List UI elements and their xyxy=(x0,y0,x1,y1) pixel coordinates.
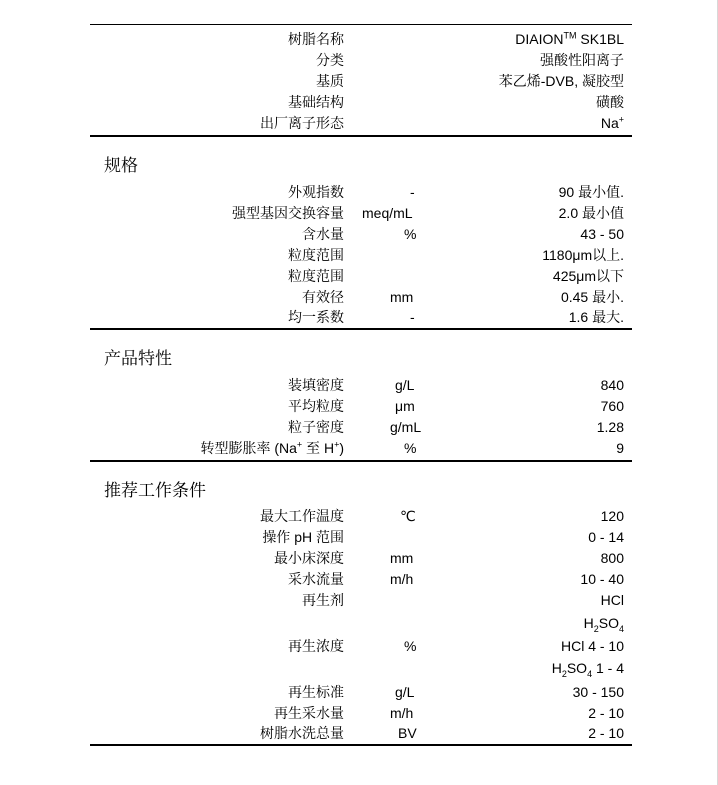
section-title-properties: 产品特性 xyxy=(104,349,172,369)
property-unit: μm xyxy=(395,398,415,414)
condition-value: 120 xyxy=(600,508,624,524)
spec-unit: mm xyxy=(390,289,414,305)
spec-value: 43 - 50 xyxy=(580,226,624,242)
property-row-swelling xyxy=(90,438,632,459)
section-title-conditions: 推荐工作条件 xyxy=(104,481,206,501)
property-row xyxy=(90,396,632,417)
condition-label: 最大工作温度 xyxy=(260,508,344,524)
property-unit: g/L xyxy=(395,377,415,393)
property-label: 装填密度 xyxy=(288,377,344,393)
condition-row xyxy=(90,506,632,527)
spec-row xyxy=(90,287,632,308)
spec-unit: - xyxy=(410,184,415,200)
condition-value: HCl 4 - 10 xyxy=(560,638,624,654)
condition-value: HCl xyxy=(600,592,624,608)
property-value: 840 xyxy=(600,377,624,393)
header-row-matrix xyxy=(90,71,632,92)
condition-value: 30 - 150 xyxy=(572,684,624,700)
header-row-category xyxy=(90,50,632,71)
condition-value: 2 - 10 xyxy=(588,705,624,721)
spec-unit: - xyxy=(410,309,415,325)
bottom-rule xyxy=(90,744,632,746)
property-value: 1.28 xyxy=(596,419,624,435)
condition-label: 再生剂 xyxy=(302,592,344,608)
spec-row xyxy=(90,266,632,287)
condition-row xyxy=(90,703,632,724)
condition-value: 0 - 14 xyxy=(588,529,624,545)
spec-value: 90 最小值. xyxy=(558,184,624,200)
header-value: DIAION™ SK1BL xyxy=(515,30,624,47)
condition-row-regen-concentration-2 xyxy=(90,658,632,679)
resin-datasheet xyxy=(90,0,632,785)
condition-label: 再生采水量 xyxy=(274,705,344,721)
header-label: 基础结构 xyxy=(288,94,344,110)
spec-value: 0.45 最小. xyxy=(560,289,624,305)
header-row-functional-group xyxy=(90,92,632,113)
spec-value: 2.0 最小值 xyxy=(558,205,624,221)
spec-value: 1.6 最大. xyxy=(568,309,624,325)
condition-label: 再生标准 xyxy=(288,684,344,700)
header-value: 磺酸 xyxy=(596,94,624,110)
header-value: Na+ xyxy=(600,114,624,131)
spec-row xyxy=(90,224,632,245)
condition-value: 10 - 40 xyxy=(580,571,624,587)
section-rule xyxy=(90,460,632,462)
header-label: 出厂离子形态 xyxy=(260,115,344,131)
header-label: 基质 xyxy=(316,73,344,89)
spec-label: 粒度范围 xyxy=(288,268,344,284)
header-label: 分类 xyxy=(316,52,344,68)
condition-label: 最小床深度 xyxy=(274,550,344,566)
property-row xyxy=(90,417,632,438)
property-row xyxy=(90,375,632,396)
condition-unit: m/h xyxy=(390,705,414,721)
condition-unit: ℃ xyxy=(400,508,416,524)
spec-row xyxy=(90,307,632,328)
property-value: 760 xyxy=(600,398,624,414)
header-row-ionic-form xyxy=(90,113,632,134)
condition-label: 操作 pH 范围 xyxy=(262,529,344,545)
condition-unit: g/L xyxy=(395,684,415,700)
spec-label: 粒度范围 xyxy=(288,247,344,263)
spec-label: 外观指数 xyxy=(288,184,344,200)
section-rule xyxy=(90,135,632,137)
condition-unit: % xyxy=(404,638,417,654)
condition-row xyxy=(90,569,632,590)
property-label: 粒子密度 xyxy=(288,419,344,435)
spec-unit: meq/mL xyxy=(362,205,413,221)
property-unit: g/mL xyxy=(390,419,422,435)
section-rule xyxy=(90,328,632,330)
spec-label: 含水量 xyxy=(302,226,344,242)
condition-row xyxy=(90,682,632,703)
condition-label: 再生浓度 xyxy=(288,638,344,654)
condition-row-regen-concentration xyxy=(90,636,632,657)
condition-row xyxy=(90,527,632,548)
condition-row xyxy=(90,723,632,744)
spec-label: 强型基因交换容量 xyxy=(232,205,344,221)
property-unit: % xyxy=(404,440,417,456)
condition-unit: mm xyxy=(390,550,414,566)
spec-label: 均一系数 xyxy=(288,309,344,325)
spec-row xyxy=(90,203,632,224)
spec-row xyxy=(90,245,632,266)
condition-label: 树脂水洗总量 xyxy=(260,725,344,741)
property-value: 9 xyxy=(616,440,624,456)
condition-row-regenerant-2 xyxy=(90,613,632,634)
spec-unit: % xyxy=(404,226,417,242)
condition-value: $H_2SO_4$ xyxy=(583,615,624,634)
spec-value: 425μm以下 xyxy=(552,268,624,284)
property-label: 平均粒度 xyxy=(288,398,344,414)
top-rule xyxy=(90,24,632,25)
condition-label: 采水流量 xyxy=(288,571,344,587)
header-label: 树脂名称 xyxy=(288,31,344,47)
condition-value: 800 xyxy=(600,550,624,566)
header-value: 苯乙烯-DVB, 凝胶型 xyxy=(498,73,624,89)
section-title-specs: 规格 xyxy=(104,156,138,176)
header-row-resin-name xyxy=(90,29,632,50)
condition-unit: m/h xyxy=(390,571,414,587)
condition-value: 2 - 10 xyxy=(588,725,624,741)
condition-row xyxy=(90,548,632,569)
spec-label: 有效径 xyxy=(302,289,344,305)
condition-value: $H_2SO_4$ 1 - 4 xyxy=(551,660,624,679)
header-value: 强酸性阳离子 xyxy=(540,52,624,68)
property-label: 转型膨胀率 (Na+ 至 H+) xyxy=(200,439,344,456)
condition-row-regenerant xyxy=(90,590,632,611)
spec-value: 1180μm以上. xyxy=(542,247,624,263)
condition-unit: BV xyxy=(398,725,417,741)
spec-row xyxy=(90,182,632,203)
